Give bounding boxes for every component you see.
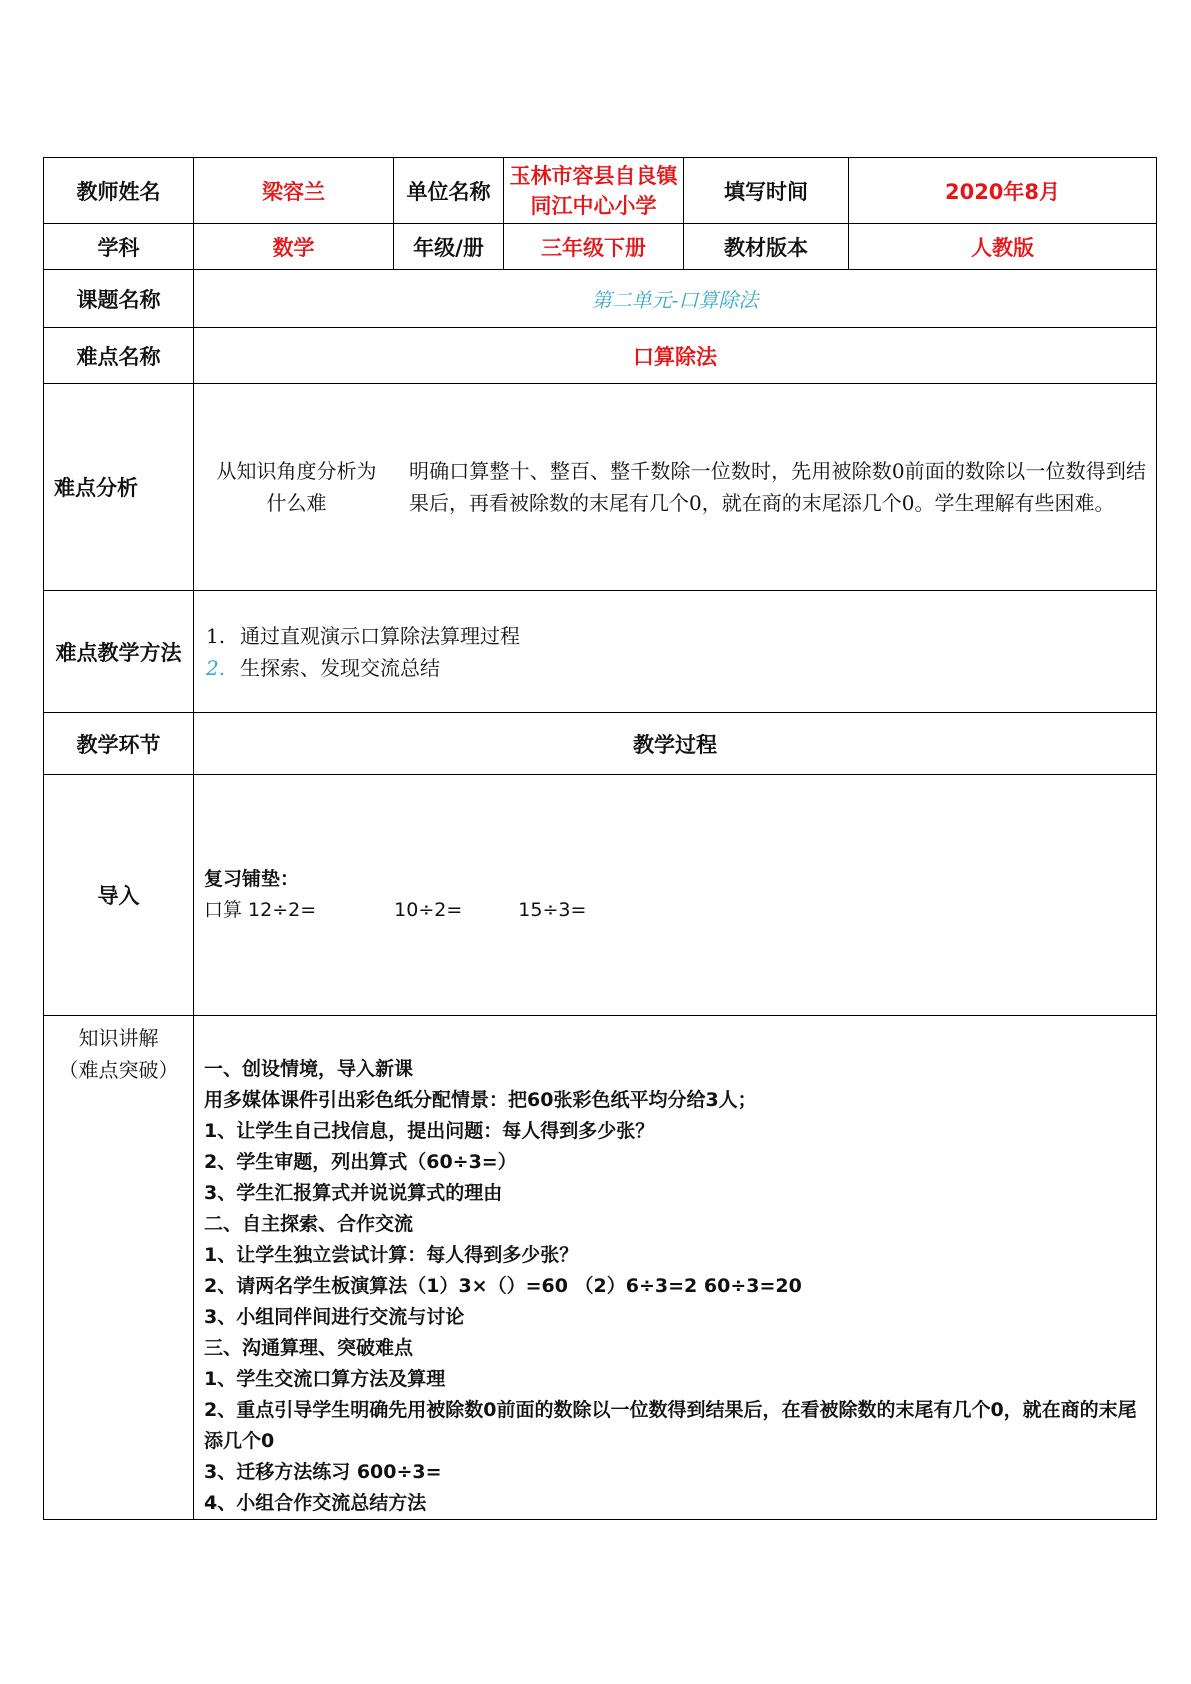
knowledge-content xyxy=(194,1016,1157,1520)
topic-row xyxy=(44,270,1157,328)
teacher-name-label: 教师姓名 xyxy=(44,158,194,224)
knowledge-line: 一、创设情境，导入新课 xyxy=(204,1058,414,1080)
method-item-text: 通过直观演示口算除法算理过程 xyxy=(240,623,520,648)
intro-calc-2: 10÷2= xyxy=(394,899,463,921)
grade-label: 年级/册 xyxy=(394,224,504,270)
knowledge-line: 2、学生审题，列出算式（60÷3=） xyxy=(204,1151,517,1173)
intro-calc-3: 15÷3= xyxy=(518,899,587,921)
method-item-text: 生探索、发现交流总结 xyxy=(240,655,440,680)
topic-label: 课题名称 xyxy=(44,270,194,328)
knowledge-line: 3、小组同伴间进行交流与讨论 xyxy=(204,1306,465,1328)
unit-name-label: 单位名称 xyxy=(394,158,504,224)
analysis-question: 从知识角度分析为什么难 xyxy=(216,459,377,515)
unit-name-line1: 玉林市容县自良镇 xyxy=(509,163,678,188)
subject-label: 学科 xyxy=(44,224,194,270)
intro-title: 复习铺垫： xyxy=(204,868,300,890)
analysis-row xyxy=(44,384,1157,591)
lesson-plan-table xyxy=(43,157,1157,1520)
process-stage-label: 教学环节 xyxy=(44,713,194,775)
method-row xyxy=(44,591,1157,713)
intro-calc-line xyxy=(204,895,1146,926)
header-row-2 xyxy=(44,224,1157,270)
method-item-num: 2. xyxy=(206,655,226,680)
difficulty-row xyxy=(44,328,1157,384)
header-row-1 xyxy=(44,158,1157,224)
unit-name-value xyxy=(504,158,684,224)
fill-date-label: 填写时间 xyxy=(684,158,849,224)
analysis-cell xyxy=(194,384,1157,591)
intro-label: 导入 xyxy=(44,775,194,1016)
analysis-answer: 明确口算整十、整百、整千数除一位数时，先用被除数0前面的数除以一位数得到结果后，再看被除数的末尾有几个0，就在商的末尾添几个0。学生理解有些困难。 xyxy=(409,459,1146,515)
fill-date-value: 2020年8月 xyxy=(849,158,1157,224)
method-item-num: 1. xyxy=(206,623,226,648)
difficulty-label: 难点名称 xyxy=(44,328,194,384)
knowledge-label-line1: 知识讲解 xyxy=(78,1026,159,1050)
unit-name-line2: 同江中心小学 xyxy=(530,193,657,218)
knowledge-line: 1、让学生独立尝试计算：每人得到多少张？ xyxy=(204,1244,579,1266)
knowledge-line: 4、小组合作交流总结方法 xyxy=(204,1492,427,1514)
knowledge-line: 3、迁移方法练习 600÷3= xyxy=(204,1461,442,1483)
intro-content xyxy=(194,775,1157,1016)
process-header-row xyxy=(44,713,1157,775)
edition-label: 教材版本 xyxy=(684,224,849,270)
subject-value: 数学 xyxy=(194,224,394,270)
intro-row xyxy=(44,775,1157,1016)
method-item xyxy=(206,620,1156,652)
edition-value: 人教版 xyxy=(849,224,1157,270)
knowledge-line: 2、重点引导学生明确先用被除数0前面的数除以一位数得到结果后，在看被除数的末尾有几个0，就在商的末尾添几个0 xyxy=(204,1399,1137,1452)
intro-calc-1: 口算 12÷2= xyxy=(204,899,317,921)
difficulty-value: 口算除法 xyxy=(194,328,1157,384)
knowledge-line: 2、请两名学生板演算法（1）3×（）=60 （2）6÷3=2 60÷3=20 xyxy=(204,1275,802,1297)
process-title: 教学过程 xyxy=(194,713,1157,775)
analysis-inner xyxy=(194,455,1156,519)
topic-value: 第二单元-口算除法 xyxy=(194,270,1157,328)
knowledge-line: 1、让学生自己找信息，提出问题：每人得到多少张？ xyxy=(204,1120,655,1142)
grade-value: 三年级下册 xyxy=(504,224,684,270)
teacher-name-value: 梁容兰 xyxy=(194,158,394,224)
knowledge-line: 二、自主探索、合作交流 xyxy=(204,1213,414,1235)
method-list xyxy=(194,591,1157,713)
knowledge-row xyxy=(44,1016,1157,1520)
knowledge-label xyxy=(44,1016,194,1520)
method-label: 难点教学方法 xyxy=(44,591,194,713)
knowledge-line: 用多媒体课件引出彩色纸分配情景：把60张彩色纸平均分给3人； xyxy=(204,1089,757,1111)
knowledge-label-line2: （难点突破） xyxy=(58,1058,179,1082)
knowledge-line: 1、学生交流口算方法及算理 xyxy=(204,1368,446,1390)
method-item xyxy=(206,652,1156,684)
knowledge-line: 三、沟通算理、突破难点 xyxy=(204,1337,414,1359)
knowledge-line: 3、学生汇报算式并说说算式的理由 xyxy=(204,1182,503,1204)
analysis-label: 难点分析 xyxy=(44,384,194,591)
